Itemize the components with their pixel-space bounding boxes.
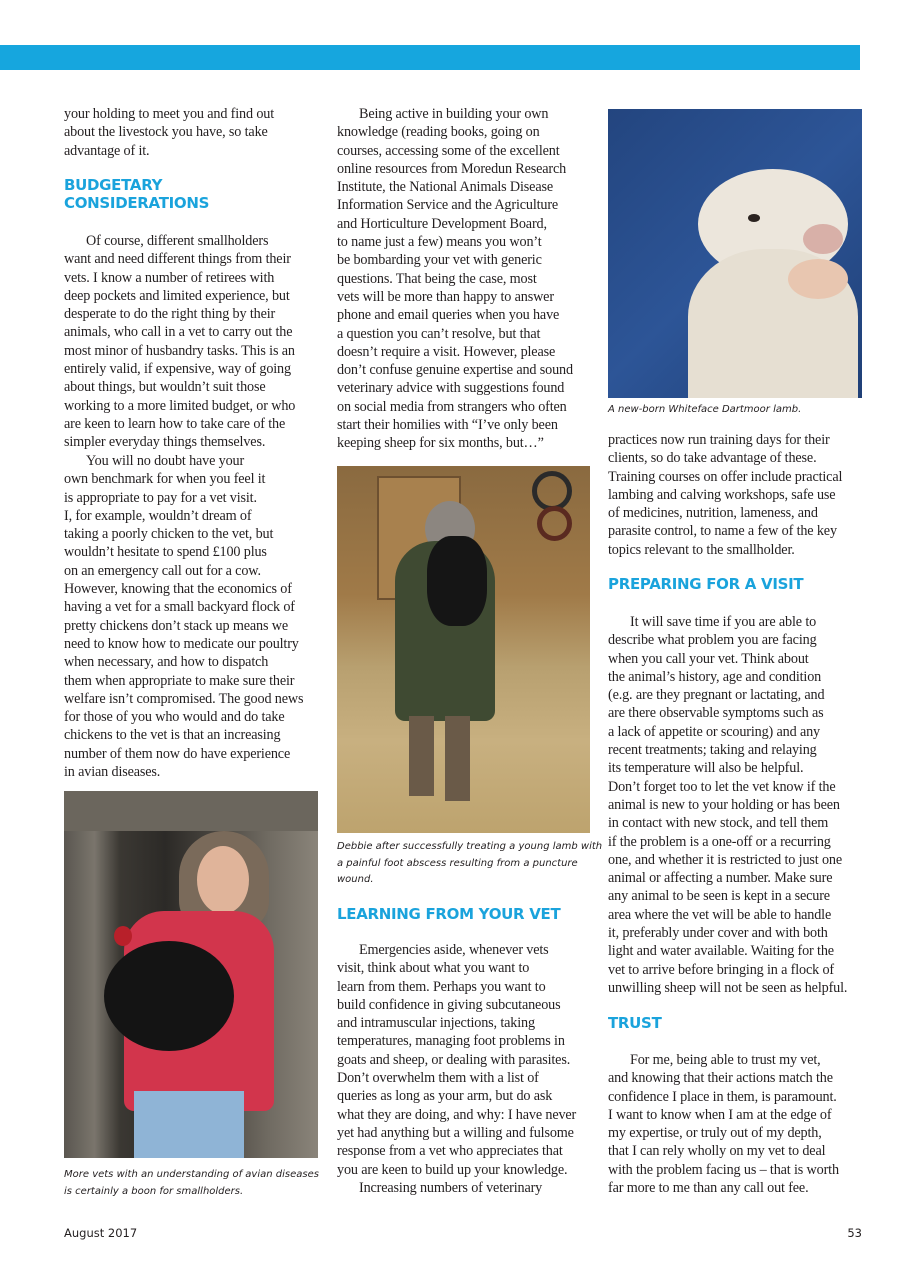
text-line: animal is new to your holding or has been: [608, 796, 840, 813]
text-line: vets will be more than happy to answer: [337, 288, 554, 305]
text-line: its temperature will also be helpful.: [608, 760, 804, 777]
text-line: phone and email queries when you have: [337, 307, 560, 324]
text-line: entirely valid, if expensive, way of going: [64, 361, 291, 378]
photo-caption: [64, 1167, 326, 1200]
text-line: confidence I place in them, is paramount.: [608, 1088, 837, 1105]
section-heading-budgetary: [64, 176, 209, 212]
text-line: You will no doubt have your: [86, 453, 245, 469]
text-line: about things, but wouldn’t suit those: [64, 379, 266, 396]
body-paragraph: [608, 1051, 870, 1197]
photo-woman-with-lamb: [337, 466, 590, 833]
text-line: More vets with an understanding of avian diseases: [64, 1169, 319, 1180]
text-line: courses, accessing some of the excellent: [337, 142, 560, 159]
text-line: I want to know when I am at the edge of: [608, 1106, 832, 1123]
text-line: For me, being able to trust my vet,: [630, 1052, 821, 1068]
text-line: unwilling sheep will not be seen as helpful.: [608, 979, 848, 996]
body-paragraph: [64, 232, 326, 452]
section-heading-trust: [608, 1014, 662, 1032]
text-line: my expertise, or truly out of my depth,: [608, 1125, 822, 1142]
text-line: area where the vet will be able to handle: [608, 906, 832, 923]
text-line: be bombarding your vet with generic: [337, 252, 542, 269]
text-line: desperate to do the right thing by their: [64, 306, 276, 323]
text-line: doesn’t require a visit. However, please: [337, 343, 556, 360]
text-line: far more to me than any call out fee.: [608, 1180, 809, 1197]
text-line: it, preferably under cover and with both: [608, 925, 828, 942]
text-line: in contact with new stock, and tell them: [608, 815, 829, 832]
text-line: simpler everyday things themselves.: [64, 434, 266, 451]
page-number: 53: [847, 1226, 862, 1240]
text-line: deep pockets and limited experience, but: [64, 287, 290, 304]
text-line: don’t confuse genuine expertise and sound: [337, 362, 573, 379]
text-line: animal or affecting a number. Make sure: [608, 870, 833, 887]
text-line: start their homilies with “I’ve only been: [337, 417, 558, 434]
text-line: It will save time if you are able to: [630, 614, 817, 630]
body-paragraph: [337, 941, 599, 1179]
text-line: (e.g. are they pregnant or lactating, and: [608, 687, 825, 704]
photo-caption: [337, 839, 603, 889]
text-line: advantage of it.: [64, 142, 150, 159]
text-line: LEARNING FROM YOUR VET: [337, 905, 561, 923]
body-paragraph: [337, 105, 599, 453]
text-line: Training courses on offer include practical: [608, 468, 843, 485]
text-line: CONSIDERATIONS: [64, 194, 210, 212]
text-line: Debbie after successfully treating a young lamb with: [337, 841, 603, 852]
text-line: learn from them. Perhaps you want to: [337, 978, 546, 995]
text-line: vets. I know a number of retirees with: [64, 269, 275, 286]
text-line: light and water available. Waiting for the: [608, 943, 834, 960]
text-line: queries as long as your arm, but do ask: [337, 1088, 553, 1105]
text-line: response from a vet who appreciates that: [337, 1143, 563, 1160]
text-line: about the livestock you have, so take: [64, 124, 268, 141]
text-line: vet to arrive before bringing in a flock of: [608, 961, 834, 978]
body-paragraph: [337, 1179, 599, 1197]
text-line: goats and sheep, or dealing with parasites.: [337, 1051, 571, 1068]
photo-newborn-lamb: [608, 109, 862, 398]
text-line: them when appropriate to make sure their: [64, 672, 295, 689]
text-line: Institute, the National Animals Disease: [337, 179, 553, 196]
text-line: Of course, different smallholders: [86, 233, 269, 249]
body-text-intro: [64, 105, 326, 160]
text-line: and Horticulture Development Board,: [337, 215, 547, 232]
text-line: and intramuscular injections, taking: [337, 1015, 535, 1032]
text-line: a painful foot abscess resulting from a puncture: [337, 857, 578, 869]
text-line: in avian diseases.: [64, 764, 161, 781]
text-line: are there observable symptoms such as: [608, 705, 824, 722]
text-line: Increasing numbers of veterinary: [359, 1180, 543, 1196]
body-paragraph: [608, 613, 870, 997]
text-line: temperatures, managing foot problems in: [337, 1033, 565, 1050]
text-line: is appropriate to pay for a vet visit.: [64, 489, 257, 506]
text-line: number of them now do have experience: [64, 745, 291, 762]
text-line: knowledge (reading books, going on: [337, 124, 540, 141]
text-line: of medicines, nutrition, lameness, and: [608, 505, 818, 522]
text-line: veterinary advice with suggestions found: [337, 380, 565, 397]
text-line: on social media from strangers who often: [337, 398, 567, 415]
text-line: need to know how to medicate our poultry: [64, 635, 299, 652]
text-line: with the problem facing us – that is worth: [608, 1161, 839, 1178]
text-line: yet had anything but a willing and fulsome: [337, 1124, 574, 1141]
text-line: chickens to the vet is that an increasing: [64, 727, 281, 744]
text-line: when necessary, and how to dispatch: [64, 654, 269, 671]
text-line: are keen to learn how to take care of the: [64, 415, 286, 432]
text-line: any animal to be seen is kept in a secure: [608, 888, 830, 905]
text-line: topics relevant to the smallholder.: [608, 541, 795, 558]
text-line: Emergencies aside, whenever vets: [359, 942, 549, 958]
section-heading-preparing: [608, 575, 803, 593]
text-line: BUDGETARY: [64, 176, 163, 194]
text-line: animals, who call in a vet to carry out the: [64, 324, 293, 341]
footer-date: August 2017: [64, 1226, 138, 1240]
text-line: Being active in building your own: [359, 106, 549, 122]
text-line: describe what problem you are facing: [608, 632, 817, 649]
text-line: online resources from Moredun Research: [337, 160, 567, 177]
text-line: Don’t forget too to let the vet know if the: [608, 778, 836, 795]
text-line: I, for example, wouldn’t dream of: [64, 507, 252, 524]
text-line: that I can rely wholly on my vet to deal: [608, 1143, 826, 1160]
text-line: visit, think about what you want to: [337, 960, 530, 977]
text-line: Information Service and the Agriculture: [337, 197, 559, 214]
header-color-bar: [0, 45, 860, 70]
text-line: parasite control, to name a few of the key: [608, 523, 837, 540]
text-line: working to a more limited budget, or who: [64, 397, 296, 414]
text-line: your holding to meet you and find out: [64, 106, 274, 122]
text-line: own benchmark for when you feel it: [64, 471, 266, 488]
text-line: wouldn’t hesitate to spend £100 plus: [64, 544, 267, 561]
text-line: wound.: [337, 874, 374, 885]
text-line: PREPARING FOR A VISIT: [608, 575, 804, 593]
text-line: you are keen to build up your knowledge.: [337, 1161, 568, 1178]
text-line: when you call your vet. Think about: [608, 650, 809, 667]
text-line: welfare isn’t compromised. The good news: [64, 690, 304, 707]
photo-caption: [608, 402, 870, 419]
text-line: and knowing that their actions match the: [608, 1070, 833, 1087]
text-line: what they are doing, and why: I have never: [337, 1106, 577, 1123]
text-line: a question you can’t resolve, but that: [337, 325, 541, 342]
text-line: on an emergency call out for a cow.: [64, 562, 261, 579]
text-line: for those of you who would and do take: [64, 709, 285, 726]
text-line: questions. That being the case, most: [337, 270, 537, 287]
photo-woman-with-chicken: [64, 791, 318, 1158]
text-line: want and need different things from their: [64, 251, 291, 268]
text-line: taking a poorly chicken to the vet, but: [64, 526, 274, 543]
text-line: one, and whether it is restricted to just one: [608, 851, 842, 868]
text-line: the animal’s history, age and condition: [608, 668, 822, 685]
section-heading-learning: [337, 905, 560, 923]
text-line: having a vet for a small backyard flock of: [64, 599, 295, 616]
body-paragraph: [608, 431, 870, 559]
body-paragraph: [64, 452, 326, 781]
text-line: lambing and calving workshops, safe use: [608, 486, 836, 503]
text-line: if the problem is a one-off or a recurring: [608, 833, 831, 850]
text-line: keeping sheep for six months, but…”: [337, 435, 544, 452]
text-line: pretty chickens don’t stack up means we: [64, 617, 288, 634]
text-line: to name just a few) means you won’t: [337, 234, 542, 251]
text-line: However, knowing that the economics of: [64, 581, 292, 598]
text-line: clients, so do take advantage of these.: [608, 450, 817, 467]
text-line: practices now run training days for their: [608, 432, 830, 448]
text-line: TRUST: [608, 1014, 662, 1032]
text-line: most minor of husbandry tasks. This is an: [64, 342, 295, 359]
text-line: Don’t overwhelm them with a list of: [337, 1070, 539, 1087]
text-line: A new-born Whiteface Dartmoor lamb.: [608, 404, 802, 415]
text-line: is certainly a boon for smallholders.: [64, 1185, 244, 1197]
text-line: recent treatments; taking and relaying: [608, 742, 817, 759]
text-line: build confidence in giving subcutaneous: [337, 996, 561, 1013]
text-line: a lack of appetite or scouring) and any: [608, 723, 820, 740]
